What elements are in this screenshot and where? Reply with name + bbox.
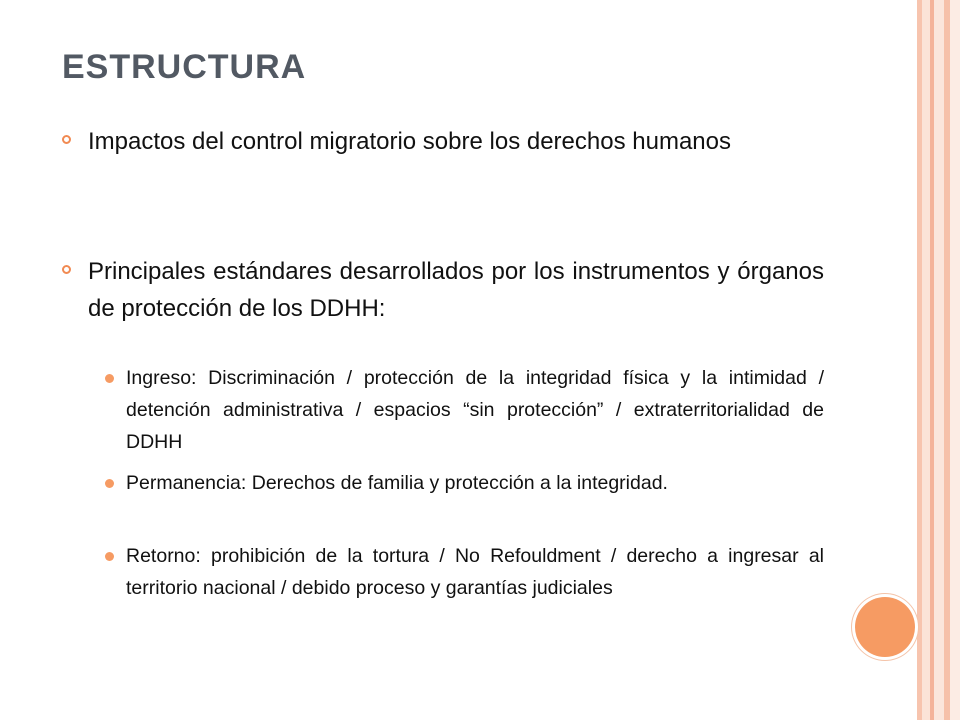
border-stripe	[934, 0, 944, 720]
border-stripe	[922, 0, 930, 720]
sub-bullet-text: Ingreso: Discriminación / protección de la integridad física y la intimidad / detención administrativa / espacios “sin protección” / extraterritorialidad de DDHH	[126, 367, 824, 453]
bullet-text: Principales estándares desarrollados por los instrumentos y órganos de protección de los DDHH:	[88, 258, 824, 322]
dot-bullet-icon	[105, 374, 114, 383]
sub-bullet-text: Permanencia: Derechos de familia y protección a la integridad.	[126, 472, 668, 494]
dot-bullet-icon	[105, 479, 114, 488]
sub-bullet-permanencia	[126, 467, 824, 499]
sub-bullet-retorno	[126, 540, 824, 604]
bullet-text: Impactos del control migratorio sobre los derechos humanos	[88, 128, 731, 155]
ring-bullet-icon	[62, 265, 71, 274]
sub-bullet-text: Retorno: prohibición de la tortura / No Refouldment / derecho a ingresar al territorio nacional / debido proceso y garantías judiciales	[126, 545, 824, 599]
sub-bullet-ingreso	[126, 362, 824, 458]
border-stripe	[950, 0, 960, 720]
dot-bullet-icon	[105, 552, 114, 561]
ring-bullet-icon	[62, 135, 71, 144]
slide-title: ESTRUCTURA	[62, 48, 307, 86]
decorative-circle	[855, 597, 915, 657]
bullet-point-estandares	[88, 253, 824, 327]
bullet-point-impactos	[88, 123, 824, 160]
